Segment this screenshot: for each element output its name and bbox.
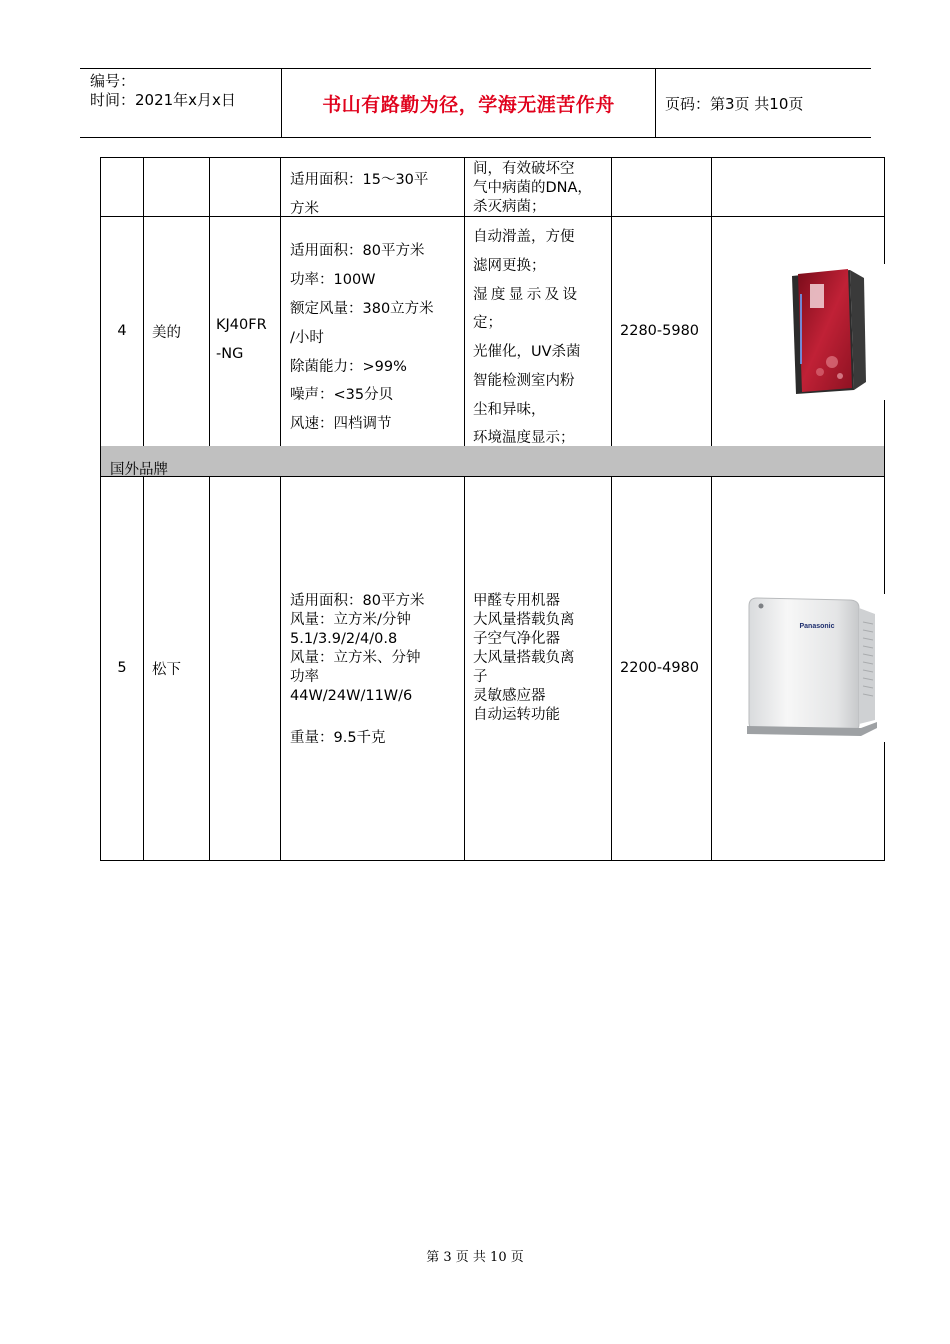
section-foreign-brands: [100, 446, 885, 477]
header-info-cell: [80, 69, 281, 137]
cell-features: [464, 216, 612, 447]
cell-spec: [280, 476, 465, 861]
header-page-cell: [656, 69, 871, 137]
feature-line: 大风量搭载负离: [473, 650, 575, 666]
cell-no: [100, 157, 144, 217]
header-motto-cell: [281, 69, 656, 137]
cell-model: [209, 476, 281, 861]
spec-line: 适用面积：15～30平: [290, 172, 429, 188]
spec-line: 风量：立方米/分钟: [290, 612, 411, 628]
cell-brand: [143, 157, 210, 217]
spec-line: 重量：9.5千克: [290, 730, 386, 746]
panasonic-purifier-image: [743, 594, 885, 742]
feature-line: 间，有效破坏空: [473, 161, 575, 177]
row-number: 5: [117, 660, 127, 676]
price-range: 2280-5980: [620, 323, 700, 339]
cell-no: [100, 216, 144, 447]
page-header: [80, 68, 871, 138]
row-number: 4: [117, 323, 127, 339]
cell-price: [611, 216, 712, 447]
spec-line: 44W/24W/11W/6: [290, 688, 413, 704]
cell-price: [611, 476, 712, 861]
cell-features: [464, 157, 612, 217]
panasonic-logo-text: Panasonic: [799, 623, 835, 630]
header-motto: 书山有路勤为径，学海无涯苦作舟: [322, 93, 615, 116]
feature-line: 杀灭病菌；: [473, 199, 546, 215]
cell-model: [209, 157, 281, 217]
cell-no: [100, 476, 144, 861]
spec-line: 功率: [290, 669, 319, 685]
model-line: -NG: [216, 346, 244, 362]
feature-line: 自动运转功能: [473, 707, 560, 723]
midea-purifier-image: [782, 264, 886, 400]
spec-line: 噪声：<35分贝: [290, 387, 394, 403]
spec-line: 风量：立方米、分钟: [290, 650, 421, 666]
spec-line: 适用面积：80平方米: [290, 243, 425, 259]
feature-line: 尘和异味，: [473, 402, 546, 418]
spec-line: 方米: [290, 201, 319, 217]
cell-spec: [280, 216, 465, 447]
footer-page-number: 第 3 页 共 10 页: [426, 1250, 524, 1265]
feature-line: 定；: [473, 315, 502, 331]
feature-line: 气中病菌的DNA，: [473, 180, 592, 196]
cell-model: [209, 216, 281, 447]
header-page-label: 页码：第3页 共10页: [665, 94, 804, 113]
spec-line: 额定风量：380立方米: [290, 301, 434, 317]
model-line: KJ40FR: [216, 317, 267, 333]
feature-line: 大风量搭载负离: [473, 612, 575, 628]
price-range: 2200-4980: [620, 660, 700, 676]
cell-features: [464, 476, 612, 861]
brand-name: 美的: [152, 324, 181, 341]
spec-line: 5.1/3.9/2/4/0.8: [290, 631, 398, 647]
cell-brand: [143, 216, 210, 447]
cell-image: [711, 157, 885, 217]
feature-line: 子空气净化器: [473, 631, 560, 647]
feature-line: 滤网更换；: [473, 258, 546, 274]
spec-line: 除菌能力：>99%: [290, 359, 407, 375]
page-footer: [0, 1246, 950, 1265]
feature-line: 湿度显示及设: [473, 287, 581, 303]
feature-line: 灵敏感应器: [473, 688, 546, 704]
spec-line: 功率：100W: [290, 272, 376, 288]
feature-line: 光催化，UV杀菌: [473, 344, 581, 360]
feature-line: 甲醛专用机器: [473, 593, 560, 609]
cell-spec: [280, 157, 465, 217]
spec-line: 风速：四档调节: [290, 416, 392, 432]
document-number-label: 编号：: [90, 72, 136, 90]
document-time-label: 时间：2021年x月x日: [90, 91, 236, 109]
spec-line: 适用面积：80平方米: [290, 593, 425, 609]
feature-line: 自动滑盖，方便: [473, 229, 575, 245]
section-label: 国外品牌: [110, 462, 168, 478]
feature-line: 环境温度显示；: [473, 430, 575, 446]
cell-brand: [143, 476, 210, 861]
spec-line: /小时: [290, 330, 324, 346]
feature-line: 智能检测室内粉: [473, 373, 575, 389]
brand-name: 松下: [152, 661, 181, 678]
cell-price: [611, 157, 712, 217]
feature-line: 子: [473, 669, 488, 685]
